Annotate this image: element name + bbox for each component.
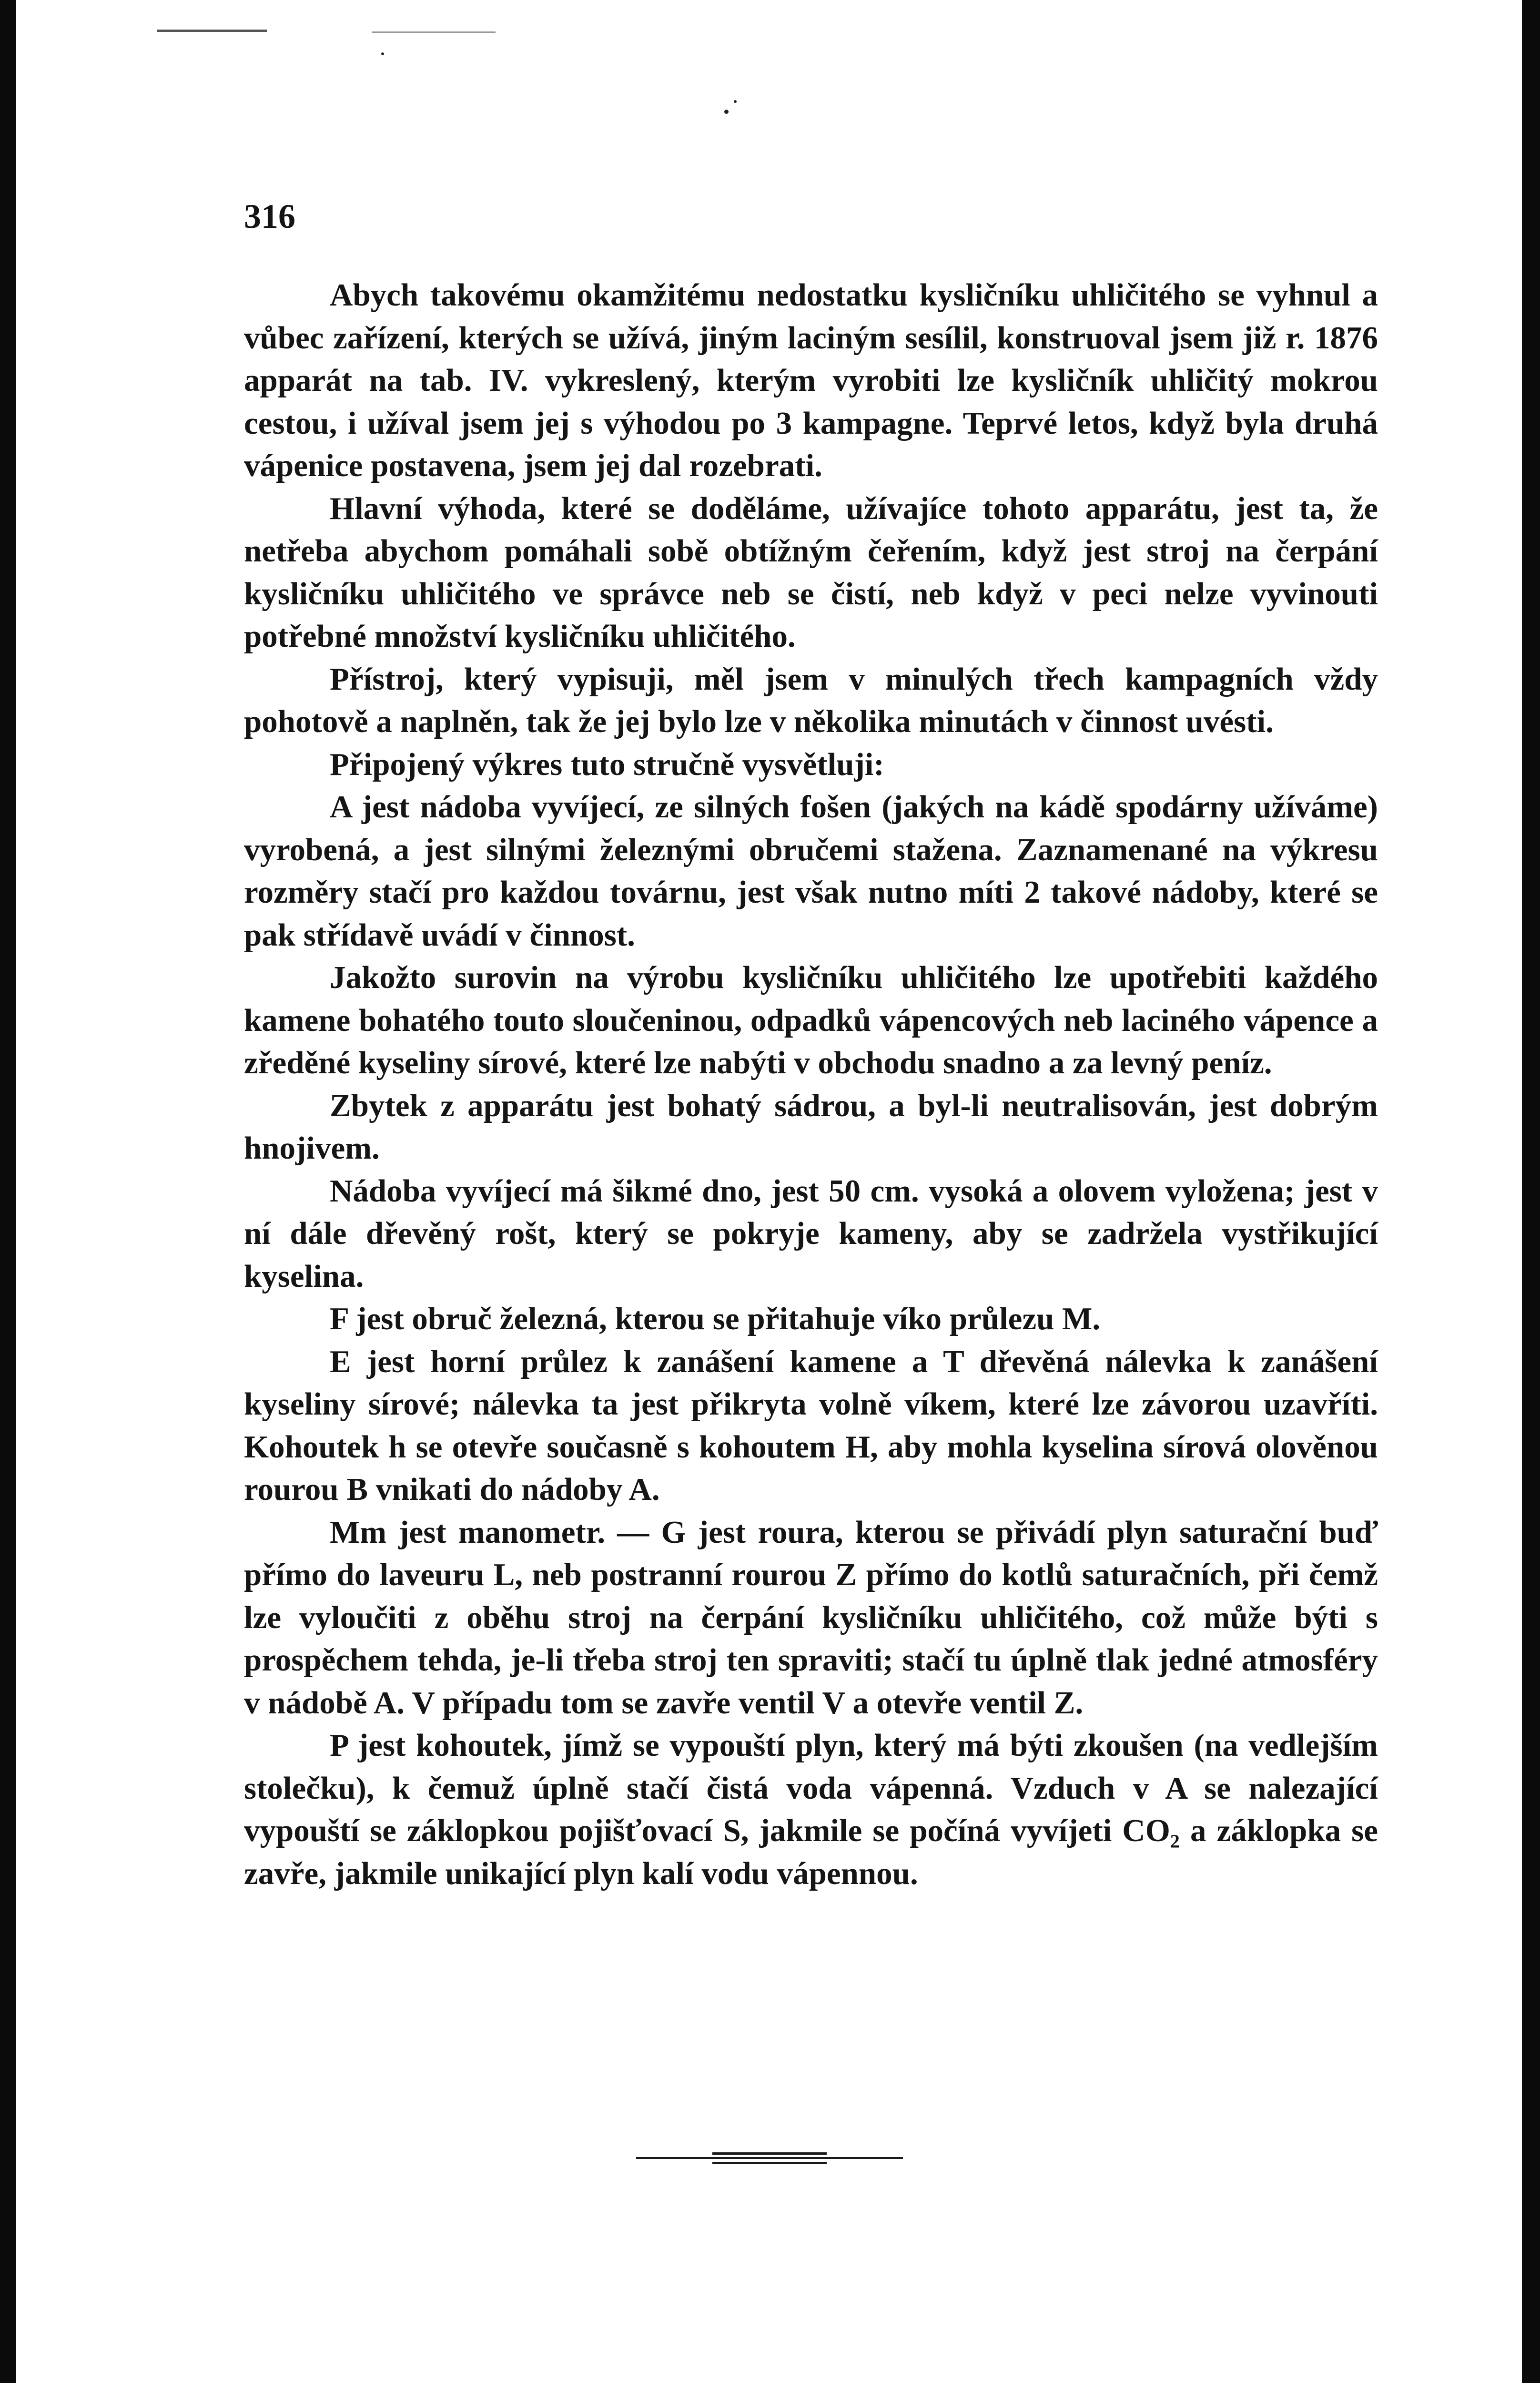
top-scan-mark-2	[372, 31, 496, 33]
paragraph: Připojený výkres tuto stručně vysvětluji:	[330, 746, 884, 782]
paragraph: Abych takovému okamžitému nedostatku kysličníku uhličitého se vyhnul a vůbec zařízení, kterých se užívá, jiným laciným sesílil, konstruoval jsem již r. 1876 apparát na tab. IV. vykreslený, kterým vyrobiti lze kysličník uhličitý mokrou cestou, i užíval jsem jej s výhodou po 3 kampagne. Teprvé letos, když byla druhá vápenice postavena, jsem jej dal rozebrati.	[244, 277, 1378, 483]
paragraph: A jest nádoba vyvíjecí, ze silných fošen (jakých na kádě spodárny užíváme) vyrobená, a jest silnými železnými obručemi stažena. Zaznamenané na výkresu rozměry stačí pro každou továrnu, jest však nutno míti 2 takové nádoby, které se pak střídavě uvádí v činnost.	[244, 789, 1378, 953]
body-text	[244, 274, 1378, 1895]
paragraph: Mm jest manometr. — G jest roura, kterou se přivádí plyn saturační buď přímo do laveuru L, neb postranní rourou Z přímo do kotlů saturačních, při čemž lze vyloučiti z oběhu stroj na čerpání kysličníku uhličitého, což může býti s prospěchem tehda, je-li třeba stroj ten spraviti; stačí tu úplně tlak jedné atmosféry v nádobě A. V případu tom se zavře ventil V a otevře ventil Z.	[244, 1514, 1378, 1721]
paragraph: Hlavní výhoda, které se doděláme, užívajíce tohoto apparátu, jest ta, že netřeba abychom pomáhali sobě obtížným čeřením, když jest stroj na čerpání kysličníku uhličitého ve správce neb se čistí, neb když v peci nelze vyvinouti potřebné množství kysličníku uhličitého.	[244, 490, 1378, 654]
end-ornament	[636, 2150, 903, 2165]
top-scan-mark	[157, 30, 267, 32]
paragraph: F jest obruč železná, kterou se přitahuje víko průlezu M.	[330, 1301, 1101, 1336]
paragraph: Zbytek z apparátu jest bohatý sádrou, a byl-li neutralisován, jest dobrým hnojivem.	[244, 1088, 1378, 1166]
scan-speck	[381, 52, 384, 55]
scan-border-left	[0, 0, 16, 2383]
paragraph: Přístroj, který vypisuji, měl jsem v minulých třech kampagních vždy pohotově a naplněn, tak že jej bylo lze v několika minutách v činnost uvésti.	[244, 661, 1378, 739]
paragraph: Nádoba vyvíjecí má šikmé dno, jest 50 cm. vysoká a olovem vyložena; jest v ní dále dřevěný rošt, který se pokryje kameny, aby se zadržela vystřikující kyselina.	[244, 1173, 1378, 1294]
scan-border-right	[1522, 0, 1540, 2383]
paragraph: E jest horní průlez k zanášení kamene a T dřevěná nálevka k zanášení kyseliny sírové; nálevka ta jest přikryta volně víkem, které lze závorou uzavříti. Kohoutek h se otevře současně s kohoutem H, aby mohla kyselina sírová olověnou rourou B vnikati do nádoby A.	[244, 1344, 1378, 1507]
scan-speck	[724, 110, 729, 114]
scan-speck	[734, 100, 737, 103]
page-number: 316	[244, 197, 295, 235]
paragraph: P jest kohoutek, jímž se vypouští plyn, který má býti zkoušen (na vedlejším stolečku), k čemuž úplně stačí čistá voda vápenná. Vzduch v A se nalezající vypouští se záklopkou pojišťovací S, jakmile se počíná vyvíjeti CO₂ a záklopka se zavře, jakmile unikající plyn kalí vodu vápennou.	[244, 1728, 1378, 1891]
paragraph: Jakožto surovin na výrobu kysličníku uhličitého lze upotřebiti každého kamene bohatého touto sloučeninou, odpadků vápencových neb laciného vápence a zředěné kyseliny sírové, které lze nabýti v obchodu snadno a za levný peníz.	[244, 960, 1378, 1080]
